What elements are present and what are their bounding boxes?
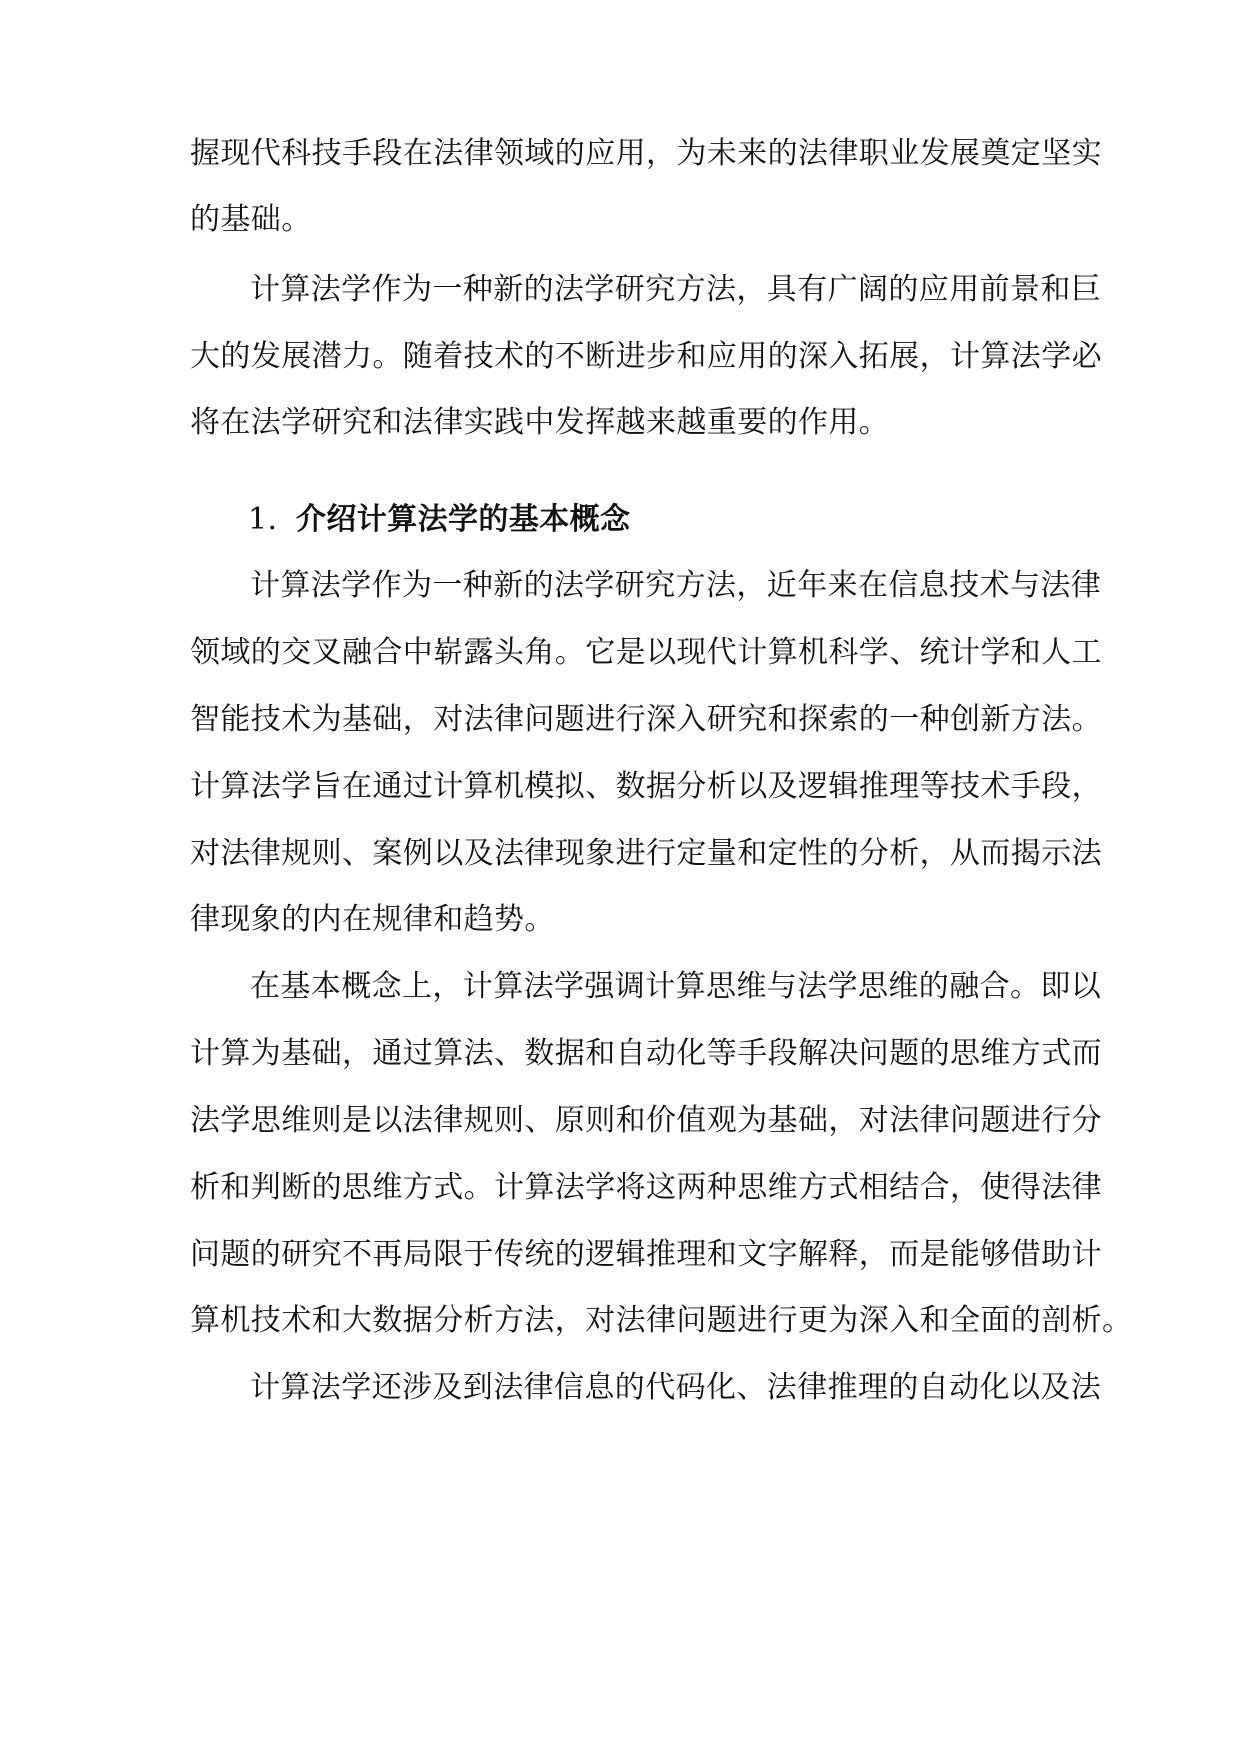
text-line: 计算法学还涉及到法律信息的代码化、法律推理的自动化以及法 <box>250 1370 1102 1405</box>
text-line: 的基础。 <box>190 202 312 237</box>
text-line: 在基本概念上，计算法学强调计算思维与法学思维的融合。即以 <box>250 969 1102 1004</box>
text-line: 计算为基础，通过算法、数据和自动化等手段解决问题的思维方式而 <box>190 1036 1102 1071</box>
text-line: 领域的交叉融合中崭露头角。它是以现代计算机科学、统计学和人工 <box>190 635 1102 670</box>
section-heading <box>248 500 630 540</box>
text-line: 对法律规则、案例以及法律现象进行定量和定性的分析，从而揭示法 <box>190 836 1102 871</box>
section-number: 1. <box>248 502 278 537</box>
text-line: 智能技术为基础，对法律问题进行深入研究和探索的一种创新方法。 <box>190 702 1102 737</box>
text-line: 计算法学作为一种新的法学研究方法，近年来在信息技术与法律 <box>250 568 1102 603</box>
text-line: 析和判断的思维方式。计算法学将这两种思维方式相结合，使得法律 <box>190 1170 1102 1205</box>
text-line: 计算法学作为一种新的法学研究方法，具有广阔的应用前景和巨 <box>250 272 1102 307</box>
text-line: 握现代科技手段在法律领域的应用，为未来的法律职业发展奠定坚实 <box>190 136 1102 171</box>
text-line: 律现象的内在规律和趋势。 <box>190 902 555 937</box>
section-title: 介绍计算法学的基本概念 <box>296 502 631 537</box>
text-line: 算机技术和大数据分析方法，对法律问题进行更为深入和全面的剖析。 <box>190 1303 1133 1338</box>
text-line: 将在法学研究和法律实践中发挥越来越重要的作用。 <box>190 405 890 440</box>
text-line: 计算法学旨在通过计算机模拟、数据分析以及逻辑推理等技术手段， <box>190 769 1102 804</box>
text-line: 问题的研究不再局限于传统的逻辑推理和文字解释，而是能够借助计 <box>190 1237 1102 1272</box>
text-line: 大的发展潜力。随着技术的不断进步和应用的深入拓展，计算法学必 <box>190 339 1102 374</box>
text-line: 法学思维则是以法律规则、原则和价值观为基础，对法律问题进行分 <box>190 1103 1102 1138</box>
